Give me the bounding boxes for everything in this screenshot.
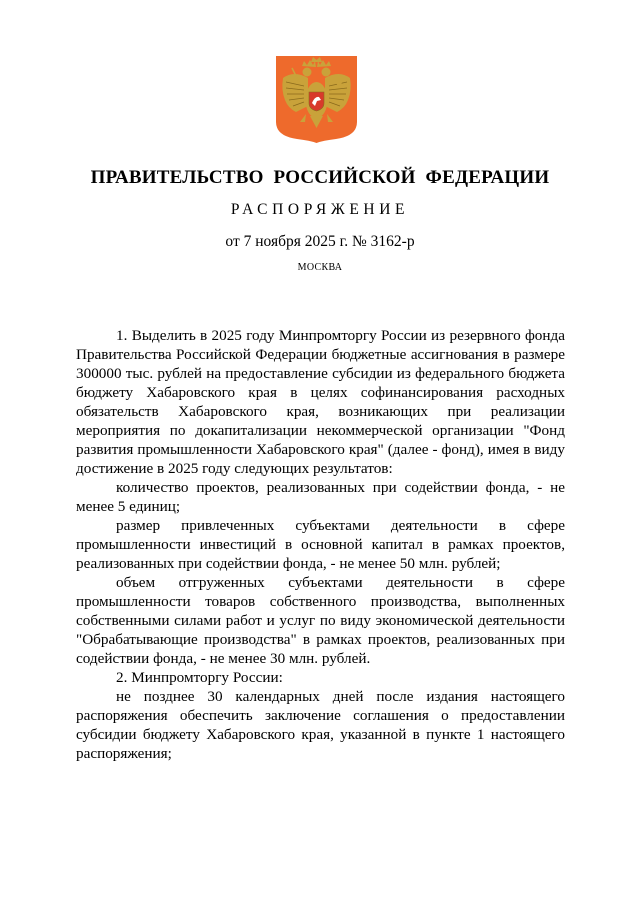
document-date-number: от 7 ноября 2025 г. № 3162-р (225, 233, 415, 250)
paragraph: объем отгруженных субъектами деятельности в сфере промышленности товаров собственного производства, выполненных собственными силами работ и услуг по виду экономической деятельности "Обрабатывающие производства" в рамках проектов, реализованных при содействии фонда, - не менее 30 млн. рублей. (76, 574, 565, 667)
paragraph: 1. Выделить в 2025 году Минпромторгу России из резервного фонда Правительства Российской Федерации бюджетные ассигнования в размере 300000 тыс. рублей на предоставление субсидии из федерального бюджета бюджету Хабаровского края в целях софинансирования расходных обязательств Хабаровского края, возникающих при реализации мероприятия по докапитализации некоммерческой организации "Фонд развития промышленности Хабаровского края" (далее - фонд), имея в виду достижение в 2025 году следующих результатов: (76, 327, 565, 477)
paragraph: не позднее 30 календарных дней после издания настоящего распоряжения обеспечить заключение соглашения о предоставлении субсидии бюджету Хабаровского края, указанной в пункте 1 настоящего распоряжения; (76, 688, 565, 762)
coat-of-arms-icon (276, 56, 357, 143)
paragraph: размер привлеченных субъектами деятельности в сфере промышленности инвестиций в основной капитал в рамках проектов, реализованных при содействии фонда, - не менее 50 млн. рублей; (76, 517, 565, 572)
paragraph: 2. Минпромторгу России: (116, 669, 283, 686)
document-body (76, 326, 565, 763)
document-type: РАСПОРЯЖЕНИЕ (230, 201, 410, 218)
document-city: МОСКВА (297, 262, 343, 273)
coat-of-arms-emblem (276, 56, 357, 143)
government-title: ПРАВИТЕЛЬСТВО РОССИЙСКОЙ ФЕДЕРАЦИИ (90, 167, 550, 188)
paragraph: количество проектов, реализованных при содействии фонда, - не менее 5 единиц; (76, 479, 565, 515)
